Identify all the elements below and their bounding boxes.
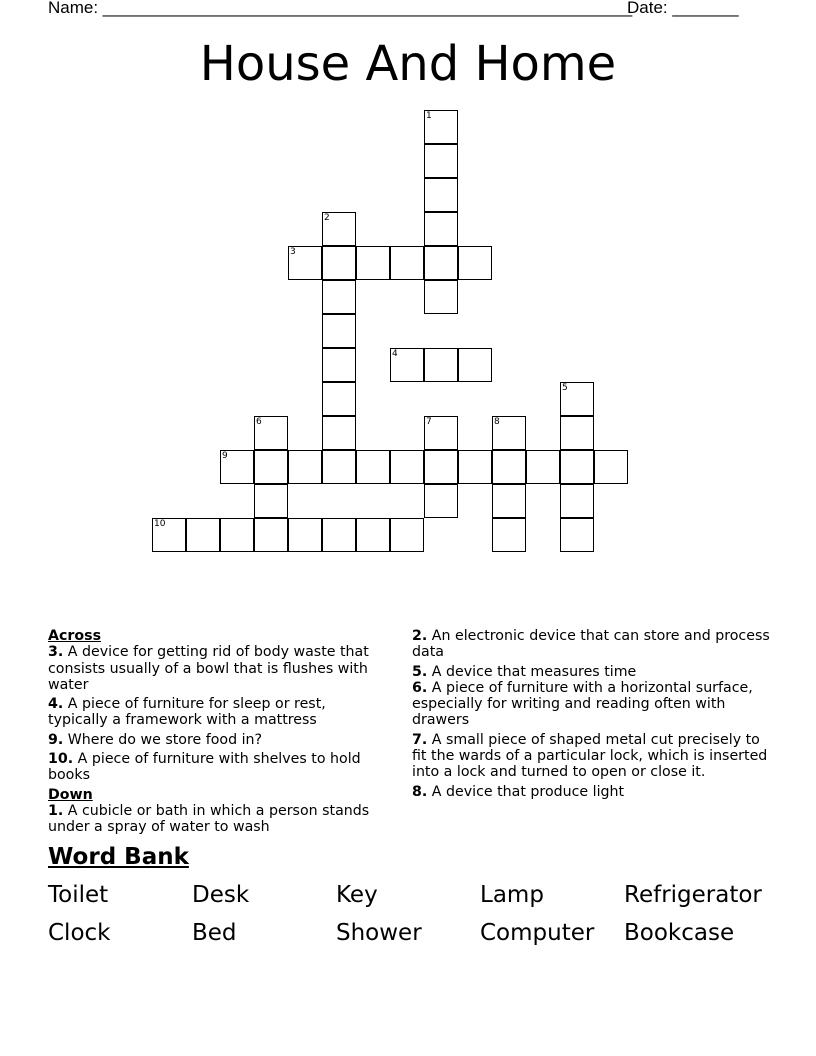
clue-text: A device for getting rid of body waste that consists usually of a bowl that is flushes with water: [48, 644, 369, 693]
clue-text: A cubicle or bath in which a person stands under a spray of water to wash: [48, 802, 370, 836]
clue-item: [412, 628, 772, 661]
grid-cell[interactable]: [424, 178, 458, 212]
grid-cell[interactable]: [186, 518, 220, 552]
grid-cell[interactable]: [322, 450, 356, 484]
grid-cell[interactable]: [322, 382, 356, 416]
grid-cell[interactable]: [220, 518, 254, 552]
grid-cell[interactable]: [424, 144, 458, 178]
grid-cell[interactable]: [526, 450, 560, 484]
clue-item: [48, 696, 388, 729]
clue-number: 2: [324, 213, 330, 223]
grid-cell[interactable]: [254, 518, 288, 552]
clue-text: A device that measures time: [431, 663, 637, 680]
grid-cell[interactable]: [594, 450, 628, 484]
word-bank-title: Word Bank: [48, 844, 189, 870]
grid-cell[interactable]: [424, 110, 458, 144]
word-bank-item: Shower: [336, 920, 422, 946]
clue-number-label: 2.: [412, 628, 428, 644]
clue-number: 9: [222, 451, 228, 461]
grid-cell[interactable]: [288, 518, 322, 552]
clue-number-label: 6.: [412, 679, 428, 696]
word-bank-item: Clock: [48, 920, 111, 946]
grid-cell[interactable]: [424, 246, 458, 280]
clue-number: 4: [392, 349, 398, 359]
grid-cell[interactable]: [322, 348, 356, 382]
clue-text: A piece of furniture for sleep or rest, typically a framework with a mattress: [48, 696, 326, 729]
clue-number: 7: [426, 417, 432, 427]
grid-cell[interactable]: [322, 416, 356, 450]
grid-cell[interactable]: [322, 314, 356, 348]
clue-text: Where do we store food in?: [67, 731, 263, 748]
grid-cell[interactable]: [458, 348, 492, 382]
word-bank-item: Toilet: [48, 882, 109, 908]
grid-cell[interactable]: [390, 246, 424, 280]
grid-cell[interactable]: [288, 450, 322, 484]
clue-item: [48, 803, 388, 836]
grid-cell[interactable]: [424, 348, 458, 382]
clue-item: [412, 784, 772, 800]
grid-cell[interactable]: [560, 450, 594, 484]
puzzle-title: House And Home: [199, 36, 617, 92]
grid-cell[interactable]: [560, 484, 594, 518]
date-field-label: Date: _______: [627, 0, 739, 17]
grid-cell[interactable]: [560, 518, 594, 552]
grid-cell[interactable]: [356, 518, 390, 552]
clues-left-column: [48, 628, 388, 839]
grid-cell[interactable]: [390, 518, 424, 552]
word-bank-item: Computer: [480, 920, 595, 946]
clue-number: 6: [256, 417, 262, 427]
clue-number-label: 4.: [48, 696, 64, 713]
clue-number-label: 8.: [412, 783, 428, 800]
grid-cell[interactable]: [492, 484, 526, 518]
grid-cell[interactable]: [458, 246, 492, 280]
clue-item: [48, 644, 388, 693]
clue-text: An electronic device that can store and process data: [412, 628, 770, 661]
grid-cell[interactable]: [424, 212, 458, 246]
clue-item: [412, 732, 772, 781]
word-bank-item: Key: [336, 882, 378, 908]
grid-cell[interactable]: [492, 450, 526, 484]
grid-cell[interactable]: [322, 246, 356, 280]
grid-cell[interactable]: [254, 416, 288, 450]
word-bank-item: Lamp: [480, 882, 544, 908]
clue-number-label: 9.: [48, 731, 64, 748]
clue-text: A small piece of shaped metal cut precisely to fit the wards of a particular lock, which is inserted into a lock and turned to open or close it.: [412, 731, 768, 781]
grid-cell[interactable]: [390, 450, 424, 484]
clues-right-column: [412, 628, 772, 803]
name-field-label: Name: ________________________________________________________: [48, 0, 633, 17]
clue-number: 5: [562, 383, 568, 393]
grid-cell[interactable]: [560, 382, 594, 416]
grid-cell[interactable]: [356, 450, 390, 484]
clue-number-label: 5.: [412, 663, 428, 680]
grid-cell[interactable]: [356, 246, 390, 280]
grid-cell[interactable]: [424, 484, 458, 518]
grid-cell[interactable]: [220, 450, 254, 484]
grid-cell[interactable]: [322, 518, 356, 552]
grid-cell[interactable]: [152, 518, 186, 552]
word-bank-item: Bed: [192, 920, 237, 946]
clue-number-label: 7.: [412, 731, 428, 748]
across-heading: Across: [48, 628, 102, 644]
clue-item: [412, 664, 772, 680]
grid-cell[interactable]: [322, 212, 356, 246]
grid-cell[interactable]: [254, 450, 288, 484]
grid-cell[interactable]: [288, 246, 322, 280]
grid-cell[interactable]: [492, 416, 526, 450]
clue-item: [48, 732, 388, 748]
clue-number-label: 10.: [48, 751, 74, 768]
clue-item: [48, 751, 388, 784]
grid-cell[interactable]: [254, 484, 288, 518]
clue-number: 10: [154, 519, 166, 529]
down-heading: Down: [48, 786, 93, 803]
clue-number: 1: [426, 111, 432, 121]
grid-cell[interactable]: [560, 416, 594, 450]
grid-cell[interactable]: [458, 450, 492, 484]
clue-item: [412, 680, 772, 729]
grid-cell[interactable]: [424, 416, 458, 450]
grid-cell[interactable]: [390, 348, 424, 382]
grid-cell[interactable]: [424, 450, 458, 484]
clue-number-label: 1.: [48, 802, 64, 819]
grid-cell[interactable]: [322, 280, 356, 314]
clue-text: A piece of furniture with shelves to hold books: [48, 751, 361, 784]
word-bank-item: Desk: [192, 882, 250, 908]
grid-cell[interactable]: [424, 280, 458, 314]
grid-cell[interactable]: [492, 518, 526, 552]
clue-number-label: 3.: [48, 644, 64, 661]
clue-number: 3: [290, 247, 296, 257]
clue-text: A device that produce light: [431, 783, 625, 800]
word-bank-item: Refrigerator: [624, 882, 762, 908]
word-bank-item: Bookcase: [624, 920, 735, 946]
clue-text: A piece of furniture with a horizontal surface, especially for writing and reading often with drawers: [412, 679, 753, 729]
clue-number: 8: [494, 417, 500, 427]
